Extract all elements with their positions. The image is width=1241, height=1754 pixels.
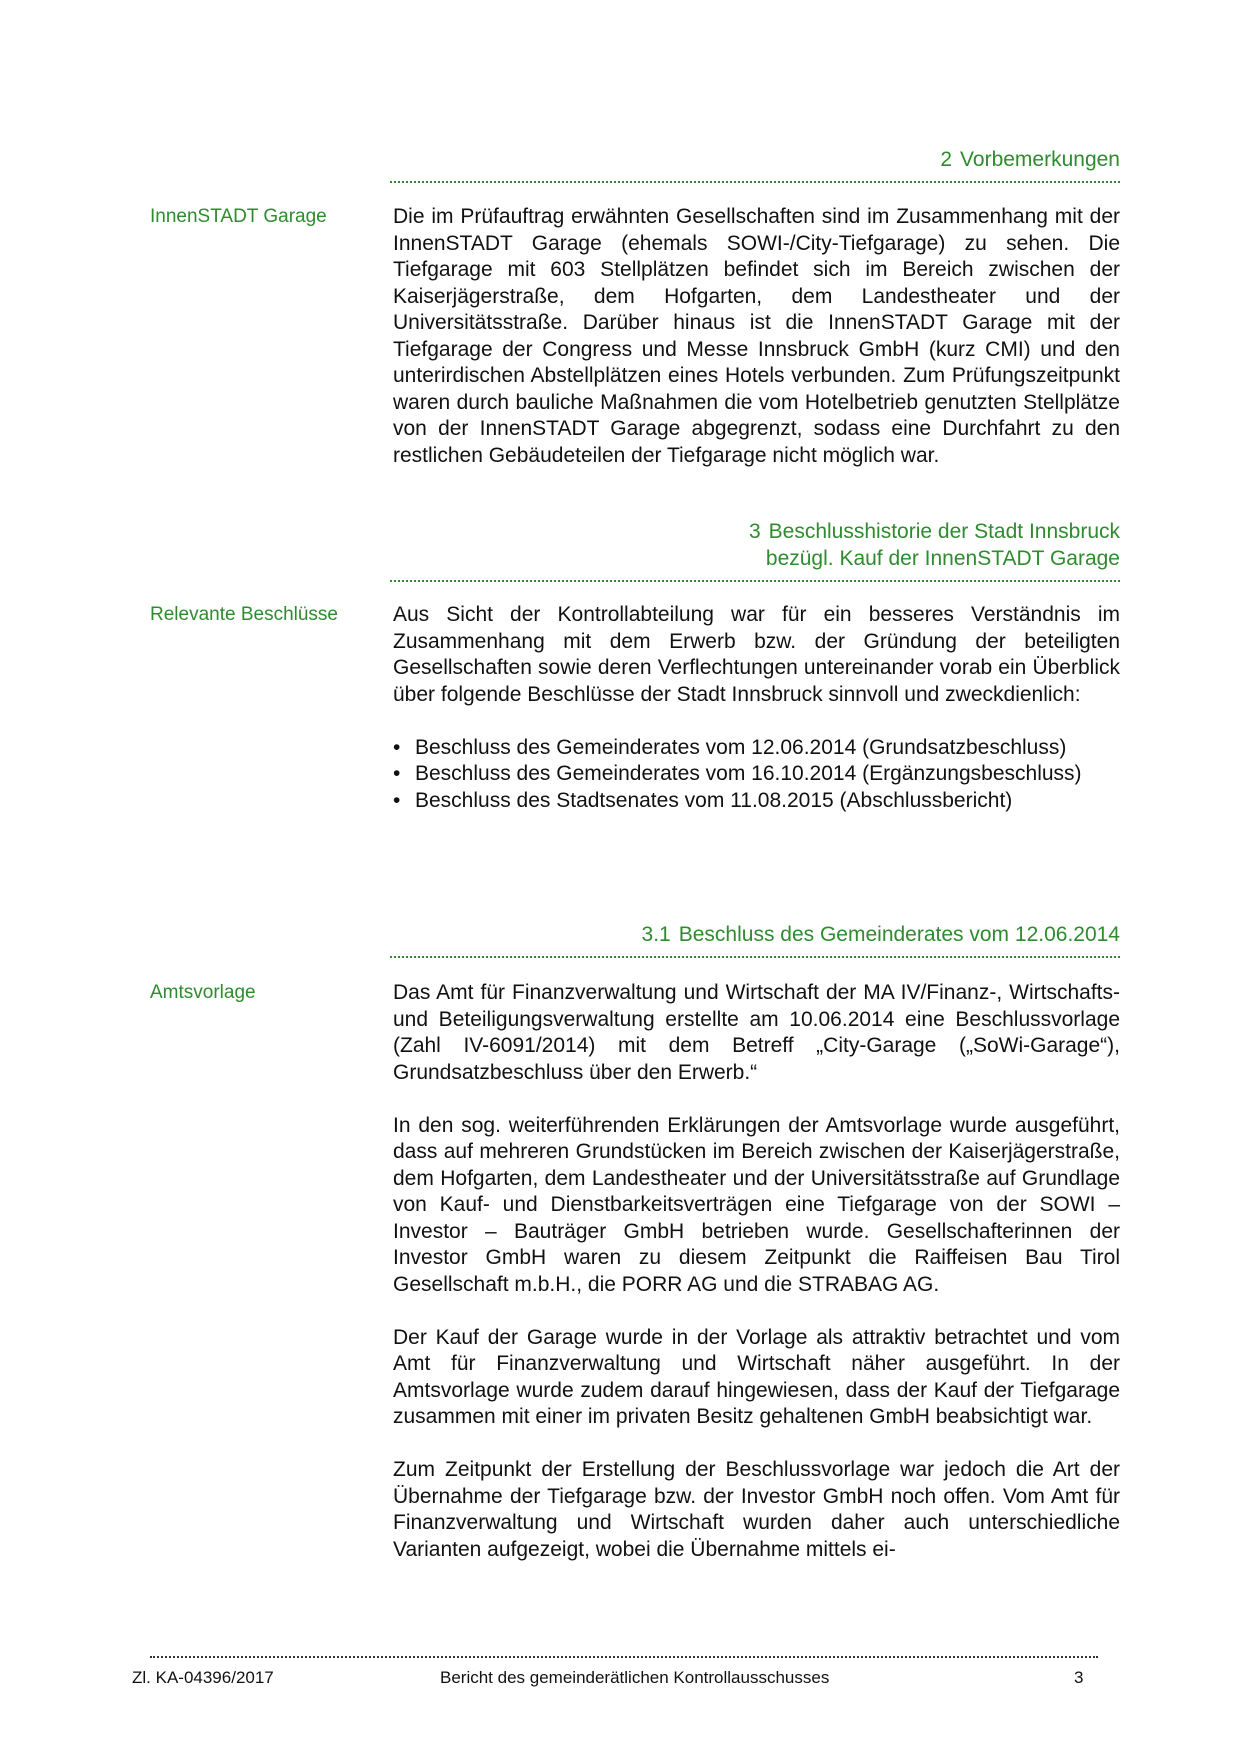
section-3-title-line1: Beschlusshistorie der Stadt Innsbruck [768,520,1120,543]
section-3-heading [390,518,1120,582]
section-3-title-line2: bezügl. Kauf der InnenSTADT Garage [765,547,1120,570]
list-item: • Beschluss des Gemeinderates vom 16.10.2014 (Ergänzungsbeschluss) [393,761,1120,788]
footer-reference: Zl. KA-04396/2017 [132,1668,274,1687]
section-3-1-heading [390,921,1120,958]
list-item: • Beschluss des Stadtsenates vom 11.08.2015 (Abschlussbericht) [393,788,1120,815]
section-3-1-paragraph-3: Der Kauf der Garage wurde in der Vorlage als attraktiv betrachtet und vom Amt für Finanzverwaltung und Wirtschaft näher ausgeführt. In der Amtsvorlage wurde zudem darauf hingewiesen, dass der Kauf der Tiefgarage zusammen mit einer im privaten Besitz gehaltenen GmbH beabsichtigt war. [393,1325,1120,1428]
section-3-1-number: 3.1 [641,923,671,946]
footer-divider [150,1656,1098,1658]
section-3-body [393,602,1120,814]
page-number: 3 [1074,1668,1084,1687]
section-2-body [393,204,1120,469]
footer-title: Bericht des gemeinderätlichen Kontrollausschusses [440,1668,830,1687]
side-label-amtsvorlage: Amtsvorlage [150,982,256,1003]
beschluesse-list [393,735,1120,815]
section-3-number: 3 [748,520,761,543]
section-2-number: 2 [940,148,953,171]
section-3-1-paragraph-4: Zum Zeitpunkt der Erstellung der Beschlussvorlage war jedoch die Art der Übernahme der Tiefgarage bzw. der Investor GmbH noch offen. Vom Amt für Finanzverwaltung und Wirtschaft wurden daher auch unterschiedliche Varianten aufgezeigt, wobei die Übernahme mittels ei- [393,1458,1120,1561]
section-3-1-paragraph-2: In den sog. weiterführenden Erklärungen der Amtsvorlage wurde ausgeführt, dass auf mehreren Grundstücken im Bereich zwischen der Kaiserjägerstraße, dem Hofgarten, dem Landestheater und der Universitätsstraße auf Grundlage von Kauf- und Dienstbarkeitsverträgen eine Tiefgarage von der SOWI – Investor – Bauträger GmbH betrieben wurde. Gesellschafterinnen der Investor GmbH waren zu diesem Zeitpunkt die Raiffeisen Bau Tirol Gesellschaft m.b.H., die PORR AG und die STRABAG AG. [393,1113,1120,1296]
section-2-title: Vorbemerkungen [960,148,1120,171]
list-item: • Beschluss des Gemeinderates vom 12.06.2014 (Grundsatzbeschluss) [393,735,1120,762]
side-label-innenstadt-garage: InnenSTADT Garage [150,206,327,227]
section-3-1-paragraph-1: Das Amt für Finanzverwaltung und Wirtschaft der MA IV/Finanz-, Wirtschafts- und Beteiligungsverwaltung erstellte am 10.06.2014 eine Beschlussvorlage (Zahl IV-6091/2014) mit dem Betreff „City-Garage („SoWi-Garage“), Grundsatzbeschluss über den Erwerb.“ [393,981,1120,1084]
section-2-paragraph: Die im Prüfauftrag erwähnten Gesellschaften sind im Zusammenhang mit der InnenSTADT Garage (ehemals SOWI-/City-Tiefgarage) zu sehen. Die Tiefgarage mit 603 Stellplätzen befindet sich im Bereich zwischen der Kaiserjägerstraße, dem Hofgarten, dem Landestheater und der Universitätsstraße. Darüber hinaus ist die InnenSTADT Garage mit der Tiefgarage der Congress und Messe Innsbruck GmbH (kurz CMI) und den unterirdischen Abstellplätzen eines Hotels verbunden. Zum Prüfungszeitpunkt waren durch bauliche Maßnahmen die vom Hotelbetrieb genutzten Stellplätze von der InnenSTADT Garage abgegrenzt, sodass eine Durchfahrt zu den restlichen Gebäudeteilen der Tiefgarage nicht möglich war. [393,205,1120,467]
section-3-1-title: Beschluss des Gemeinderates vom 12.06.2014 [678,923,1120,946]
section-3-paragraph: Aus Sicht der Kontrollabteilung war für ein besseres Verständnis im Zusammenhang mit dem Erwerb bzw. der Gründung der beteiligten Gesellschaften sowie deren Verflechtungen untereinander vorab ein Überblick über folgende Beschlüsse der Stadt Innsbruck sinnvoll und zweckdienlich: [393,603,1120,706]
section-3-1-body [393,980,1120,1563]
side-label-relevante-beschluesse: Relevante Beschlüsse [150,604,338,625]
section-2-heading [390,146,1120,183]
